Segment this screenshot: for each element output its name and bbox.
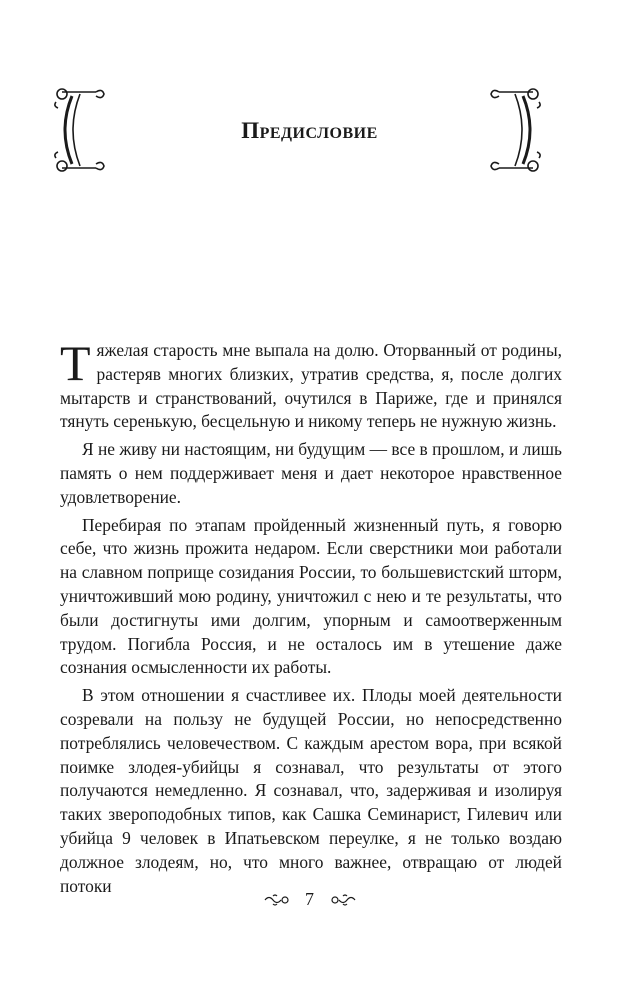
flourish-left-icon bbox=[263, 893, 291, 907]
paragraph: В этом отношении я счастливее их. Плоды моей деятельности созревали на пользу не будущей России, но непосредственно потреблялись человечеством. С каждым арестом вора, при всякой поимке злодея-убийцы я сознавал, что результаты от этого получаются немедленно. Я сознавал, что, задерживая и изолируя таких звероподобных типов, как Сашка Семинарист, Гилевич или убийца 9 человек в Ипатьевском переулке, я не только воздаю должное злодеям, но, что много важнее, отвращаю от людей потоки bbox=[60, 685, 562, 896]
page-footer bbox=[0, 888, 619, 910]
chapter-title: Предисловие bbox=[241, 118, 378, 143]
body-text bbox=[60, 335, 562, 902]
page-number: 7 bbox=[305, 889, 314, 910]
paragraph bbox=[60, 335, 562, 434]
flourish-right-icon bbox=[329, 893, 357, 907]
paragraph: Перебирая по этапам пройденный жизненный путь, я говорю себе, что жизнь прожита недаром. Если сверстники мои работали на славном поприще созидания России, то большевистский шторм, уничтоживший мою родину, уничтожил с нею и те результаты, что были достигнуты ими долгим, упорным и самоотверженным трудом. Погибла Россия, и не осталось им в утешение даже сознания осмысленности их работы. bbox=[60, 514, 562, 678]
drop-cap: Т bbox=[60, 335, 91, 391]
paragraph: Я не живу ни настоящим, ни будущим — все в прошлом, и лишь память о нем поддерживает меня и дает некоторое нравственное удовлетворение. bbox=[60, 439, 562, 507]
paragraph-text: яжелая старость мне выпала на долю. Оторванный от родины, растеряв многих близких, утратив средства, я, после долгих мытарств и странствований, очутился в Париже, где и принялся тянуть серенькую, бесцельную и никому теперь не нужную жизнь. bbox=[60, 340, 562, 432]
